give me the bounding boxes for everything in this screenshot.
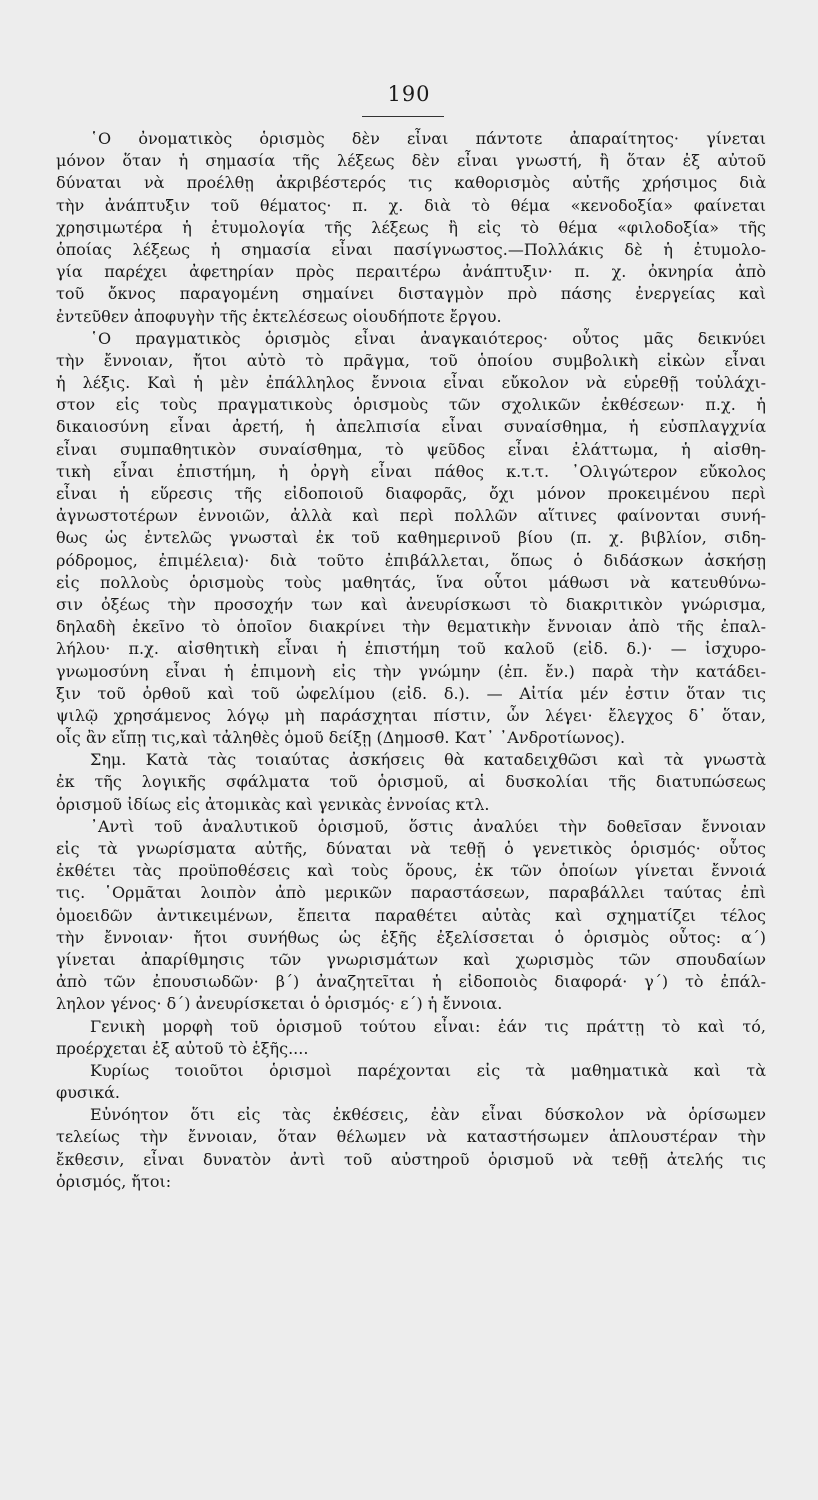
text-line: Εὐνόητον ὅτι εἰς τὰς ἐκθέσεις, ἐὰν εἶναι δύσκολον νὰ ὁρίσωμεν xyxy=(90,1105,766,1125)
text-line: ὁμοειδῶν ἀντικειμένων, ἔπειτα παραθέτει αὐτὰς καὶ σχηματίζει τέλος xyxy=(56,905,766,925)
text-line: ᾿Αντὶ τοῦ ἀναλυτικοῦ ὁρισμοῦ, ὅστις ἀναλύει τὴν δοθεῖσαν ἔννοιαν xyxy=(90,816,766,836)
paragraph xyxy=(56,128,766,328)
paragraph xyxy=(56,328,766,750)
text-line: ἐκθέτει τὰς προϋποθέσεις καὶ τοὺς ὅρους, ἐκ τῶν ὁποίων γίνεται ἔννοιά xyxy=(56,861,766,881)
text-line: γίνεται ἀπαρίθμησις τῶν γνωρισμάτων καὶ χωρισμὸς τῶν σπουδαίων xyxy=(56,949,766,969)
text-line: Κυρίως τοιοῦτοι ὁρισμοὶ παρέχονται εἰς τὰ μαθηματικὰ καὶ τὰ xyxy=(90,1060,766,1080)
text-line: στον εἰς τοὺς πραγματικοὺς ὁρισμοὺς τῶν σχολικῶν ἐκθέσεων· π.χ. ἡ xyxy=(56,395,766,415)
text-line: τελείως τὴν ἔννοιαν, ὅταν θέλωμεν νὰ καταστήσωμεν ἁπλουστέραν τὴν xyxy=(56,1127,766,1147)
paragraph xyxy=(56,816,766,1016)
page-number-rule xyxy=(362,116,444,117)
text-line: γνωμοσύνη εἶναι ἡ ἐπιμονὴ εἰς τὴν γνώμην (ἐπ. ἔν.) παρὰ τὴν κατάδει- xyxy=(56,661,766,681)
text-line: ληλον γένος· δ΄) ἀνευρίσκεται ὁ ὁρισμός· ε΄) ἡ ἔννοια. xyxy=(56,994,503,1014)
text-line: γία παρέχει ἀφετηρίαν πρὸς περαιτέρω ἀνάπτυξιν· π. χ. ὀκνηρία ἀπὸ xyxy=(56,262,766,282)
text-line: προέρχεται ἐξ αὐτοῦ τὸ ἑξῆς.... xyxy=(56,1038,309,1058)
text-line: ψιλῷ χρησάμενος λόγῳ μὴ παράσχηται πίστιν, ὧν λέγει· ἔλεγχος δ᾽ ὅταν, xyxy=(56,705,766,725)
text-line: εἶναι συμπαθητικὸν συναίσθημα, τὸ ψεῦδος εἶναι ἐλάττωμα, ἡ αἰσθη- xyxy=(56,439,766,459)
text-line: ξιν τοῦ ὀρθοῦ καὶ τοῦ ὠφελίμου (εἰδ. δ.). — Αἰτία μέν ἐστιν ὅταν τις xyxy=(56,683,766,703)
text-line: ὁποίας λέξεως ἡ σημασία εἶναι πασίγνωστος.—Πολλάκις δὲ ἡ ἐτυμολο- xyxy=(56,239,766,259)
text-line: οἷς ἂν εἴπῃ τις,καὶ τἀληθὲς ὁμοῦ δείξῃ (Δημοσθ. Κατ᾽ ᾿Ανδροτίωνος). xyxy=(56,728,626,748)
text-line: σιν ὀξέως τὴν προσοχήν των καὶ ἀνευρίσκωσι τὸ διακριτικὸν γνώρισμα, xyxy=(56,594,766,614)
text-line: ὁρισμοῦ ἰδίως εἰς ἀτομικὰς καὶ γενικὰς ἐννοίας κτλ. xyxy=(56,794,490,814)
paragraph xyxy=(56,1016,766,1060)
paragraph xyxy=(56,1104,766,1193)
text-line: Γενικὴ μορφὴ τοῦ ὁρισμοῦ τούτου εἶναι: ἐάν τις πράττῃ τὸ καὶ τό, xyxy=(90,1016,766,1036)
text-line: ἀγνωστοτέρων ἐννοιῶν, ἀλλὰ καὶ περὶ πολλῶν αἵτινες φαίνονται συνή- xyxy=(56,506,766,526)
text-line: τὴν ἔννοιαν· ἤτοι συνήθως ὡς ἑξῆς ἐξελίσσεται ὁ ὁρισμὸς οὗτος: α΄) xyxy=(56,927,766,947)
text-line: ἀπὸ τῶν ἐπουσιωδῶν· β΄) ἀναζητεῖται ἡ εἰδοποιὸς διαφορά· γ΄) τὸ ἐπάλ- xyxy=(56,972,766,992)
text-line: τὴν ἔννοιαν, ἤτοι αὐτὸ τὸ πρᾶγμα, τοῦ ὁποίου συμβολικὴ εἰκὼν εἶναι xyxy=(56,350,766,370)
text-line: ἐντεῦθεν ἀποφυγὴν τῆς ἐκτελέσεως οἱουδήποτε ἔργου. xyxy=(56,306,502,326)
text-line: δικαιοσύνη εἶναι ἀρετή, ἡ ἀπελπισία εἶναι συναίσθημα, ἡ εὐσπλαγχνία xyxy=(56,417,766,437)
text-line: ἡ λέξις. Καὶ ἡ μὲν ἐπάλληλος ἔννοια εἶναι εὔκολον νὰ εὑρεθῇ τοὐλάχι- xyxy=(56,373,766,393)
text-line: εἰς τὰ γνωρίσματα αὐτῆς, δύναται νὰ τεθῇ ὁ γενετικὸς ὁρισμός· οὗτος xyxy=(56,839,766,858)
text-line: χρησιμωτέρα ἡ ἐτυμολογία τῆς λέξεως ἢ εἰς τὸ θέμα «φιλοδοξία» τῆς xyxy=(56,217,766,237)
text-line: τὴν ἀνάπτυξιν τοῦ θέματος· π. χ. διὰ τὸ θέμα «κενοδοξία» φαίνεται xyxy=(56,195,766,215)
text-line: εἰς πολλοὺς ὁρισμοὺς τοὺς μαθητάς, ἵνα οὗτοι μάθωσι νὰ κατευθύνω- xyxy=(56,572,766,592)
text-line: φυσικά. xyxy=(56,1083,121,1103)
text-line: τις. ῾Ορμᾶται λοιπὸν ἀπὸ μερικῶν παραστάσεων, παραβάλλει ταύτας ἐπὶ xyxy=(56,883,766,903)
text-line: δηλαδὴ ἐκεῖνο τὸ ὁποῖον διακρίνει τὴν θεματικὴν ἔννοιαν ἀπὸ τῆς ἐπαλ- xyxy=(56,617,766,637)
text-line: Σημ. Κατὰ τὰς τοιαύτας ἀσκήσεις θὰ καταδειχθῶσι καὶ τὰ γνωστὰ xyxy=(90,750,766,770)
text-line: ρόδρομος, ἐπιμέλεια)· διὰ τοῦτο ἐπιβάλλεται, ὅπως ὁ διδάσκων ἀσκήσῃ xyxy=(56,550,766,570)
text-line: ἐκ τῆς λογικῆς σφάλματα τοῦ ὁρισμοῦ, αἱ δυσκολίαι τῆς διατυπώσεως xyxy=(56,772,766,792)
paragraph xyxy=(56,1060,766,1104)
paragraph xyxy=(56,749,766,816)
text-line: ἔκθεσιν, εἶναι δυνατὸν ἀντὶ τοῦ αὐστηροῦ ὁρισμοῦ νὰ τεθῇ ἀτελής τις xyxy=(56,1149,766,1169)
text-line: δύναται νὰ προέλθῃ ἀκριβέστερός τις καθορισμὸς αὐτῆς χρήσιμος διὰ xyxy=(56,173,766,193)
page-number: 190 xyxy=(387,82,431,106)
text-line: λήλου· π.χ. αἰσθητικὴ εἶναι ἡ ἐπιστήμη τοῦ καλοῦ (εἰδ. δ.)· — ἰσχυρο- xyxy=(56,639,766,659)
text-line: τοῦ ὄκνος παραγομένη σημαίνει δισταγμὸν πρὸ πάσης ἐνεργείας καὶ xyxy=(56,284,766,304)
text-line: μόνον ὅταν ἡ σημασία τῆς λέξεως δὲν εἶναι γνωστή, ἢ ὅταν ἐξ αὐτοῦ xyxy=(56,151,766,171)
text-line: θως ὡς ἐντελῶς γνωσταὶ ἐκ τοῦ καθημερινοῦ βίου (π. χ. βιβλίον, σιδη- xyxy=(56,528,766,548)
body-text xyxy=(56,128,766,1193)
text-line: τικὴ εἶναι ἐπιστήμη, ἡ ὀργὴ εἶναι πάθος κ.τ.τ. ᾿Ολιγώτερον εὔκολος xyxy=(56,461,766,481)
text-line: ῾Ο ὀνοματικὸς ὁρισμὸς δὲν εἶναι πάντοτε ἀπαραίτητος· γίνεται xyxy=(90,129,766,148)
text-line: ὁρισμός, ἤτοι: xyxy=(56,1171,172,1191)
text-line: ῾Ο πραγματικὸς ὁρισμὸς εἶναι ἀναγκαιότερος· οὗτος μᾶς δεικνύει xyxy=(90,328,766,348)
text-line: εἶναι ἡ εὕρεσις τῆς εἰδοποιοῦ διαφορᾶς, ὄχι μόνον προκειμένου περὶ xyxy=(56,484,766,503)
